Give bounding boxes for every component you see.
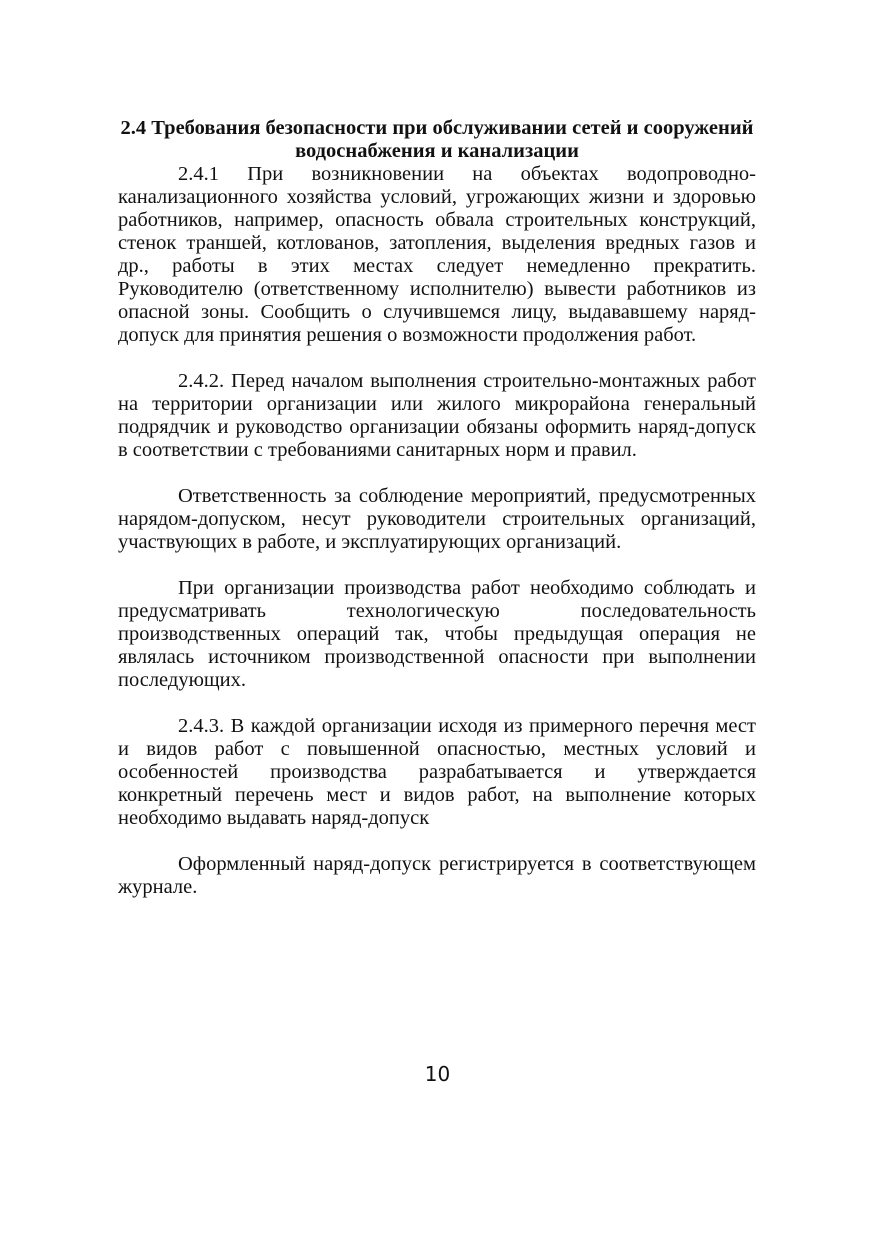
paragraph-spacer <box>118 692 756 715</box>
paragraph-responsibility: Ответственность за соблюдение мероприятий, предусмотренных нарядом-допуском, несут руководители строительных организаций, участвующих в работе, и эксплуатирующих организаций. <box>118 485 756 553</box>
paragraph-2-4-2: 2.4.2. Перед началом выполнения строительно-монтажных работ на территории организации или жилого микрорайона генеральный подрядчик и руководство организации обязаны оформить наряд-допуск в соответствии с требованиями санитарных норм и правил. <box>118 370 756 461</box>
paragraph-spacer <box>118 554 756 577</box>
paragraph-work-organization: При организации производства работ необходимо соблюдать и предусматривать технологическую последовательность производственных операций так, чтобы предыдущая операция не являлась источником производственной опасности при выполнении последующих. <box>118 577 756 691</box>
paragraph-spacer <box>118 462 756 485</box>
document-body <box>118 117 756 899</box>
section-heading: 2.4 Требования безопасности при обслуживании сетей и сооружений водоснабжения и канализации <box>120 117 754 162</box>
paragraph-2-4-3: 2.4.3. В каждой организации исходя из примерного перечня мест и видов работ с повышенной опасностью, местных условий и особенностей производства разрабатывается и утверждается конкретный перечень мест и видов работ, на выполнение которых необходимо выдавать наряд-допуск <box>118 715 756 829</box>
paragraph-spacer <box>118 830 756 853</box>
page-number: 10 <box>424 1062 451 1086</box>
paragraph-spacer <box>118 347 756 370</box>
paragraph-registration: Оформленный наряд-допуск регистрируется в соответствующем журнале. <box>118 853 756 898</box>
paragraph-2-4-1: 2.4.1 При возникновении на объектах водопроводно-канализационного хозяйства условий, угрожающих жизни и здоровью работников, например, опасность обвала строительных конструкций, стенок траншей, котлованов, затопления, выделения вредных газов и др., работы в этих местах следует немедленно прекратить. Руководителю (ответственному исполнителю) вывести работников из опасной зоны. Сообщить о случившемся лицу, выдававшему наряд-допуск для принятия решения о возможности продолжения работ. <box>118 163 756 346</box>
